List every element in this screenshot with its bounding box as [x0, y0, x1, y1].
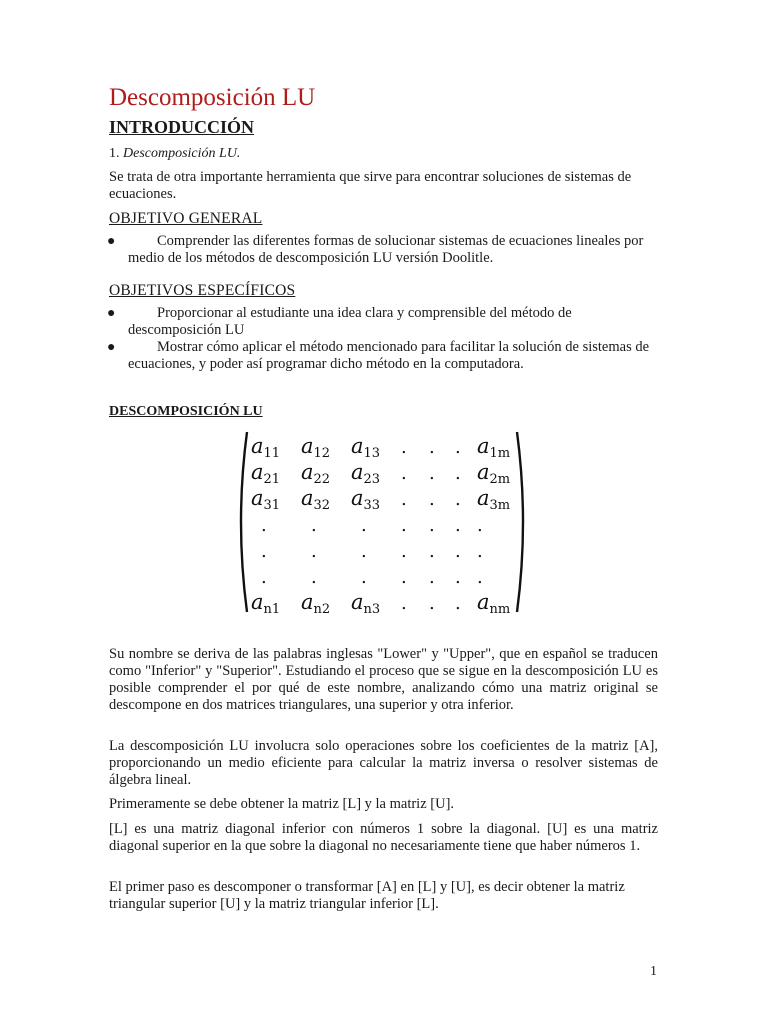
matrix-entry: .: [311, 567, 317, 588]
matrix-entry: .: [311, 515, 317, 536]
left-paren: [241, 432, 247, 612]
descomposicion-heading: DESCOMPOSICIÓN LU: [109, 404, 263, 419]
section-label: Descomposición LU.: [123, 146, 241, 161]
matrix-entry: .: [429, 593, 435, 614]
matrix-entry: a21: [251, 460, 281, 487]
objetivo-general-item: [109, 233, 658, 267]
list-item-text: Mostrar cómo aplicar el método mencionado para facilitar la solución de sistemas de ecuaciones, y poder así programar dicho método en la computadora.: [128, 339, 650, 372]
matrix-entry: .: [429, 541, 435, 562]
matrix-entry: a3m: [477, 486, 511, 513]
matrix-entry: .: [455, 541, 461, 562]
matrix-entry: a2m: [477, 460, 511, 487]
bullet-icon: ●: [107, 234, 116, 249]
matrix-entry: .: [477, 515, 483, 536]
matrix-entries: [251, 434, 510, 616]
matrix-entry: anm: [477, 590, 511, 616]
objetivos-especificos-heading: OBJETIVOS ESPECÍFICOS: [109, 282, 296, 299]
matrix-entry: a13: [351, 434, 381, 461]
matrix-entry: .: [401, 463, 407, 484]
page-number: 1: [650, 964, 657, 979]
matrix-entry: .: [401, 437, 407, 458]
section-number: 1.: [109, 146, 120, 161]
matrix-entry: a23: [351, 460, 381, 487]
section-number-label: [109, 146, 240, 162]
matrix-entry: .: [311, 541, 317, 562]
matrix-entry: a11: [251, 434, 281, 461]
introduction-heading: INTRODUCCIÓN: [109, 117, 255, 137]
matrix-entry: an1: [251, 590, 281, 616]
matrix-entry: .: [429, 437, 435, 458]
objetivo-especifico-item: [109, 339, 658, 390]
matrix-entry: a33: [351, 486, 381, 513]
matrix-entry: .: [401, 515, 407, 536]
bullet-icon: ●: [107, 306, 116, 321]
matrix-entry: .: [261, 515, 267, 536]
list-item-text: Comprender las diferentes formas de solucionar sistemas de ecuaciones lineales por medio de los métodos de descomposición LU versión Doolitle.: [128, 233, 644, 266]
matrix-entry: a12: [301, 434, 331, 461]
body-paragraph: La descomposición LU involucra solo operaciones sobre los coeficientes de la matriz [A], proporcionando un medio eficiente para calcular la matriz inversa o resolver sistemas de álgebra lineal.: [109, 738, 658, 788]
matrix-entry: .: [429, 515, 435, 536]
body-paragraph: Primeramente se debe obtener la matriz [L] y la matriz [U].: [109, 796, 455, 812]
matrix-entry: .: [401, 567, 407, 588]
matrix-figure: [233, 428, 531, 616]
intro-paragraph: Se trata de otra importante herramienta que sirve para encontrar soluciones de sistemas de ecuaciones.: [109, 169, 632, 202]
matrix-entry: an2: [301, 590, 331, 616]
body-paragraph: [L] es una matriz diagonal inferior con números 1 sobre la diagonal. [U] es una matriz diagonal superior en la que sobre la diagonal no necesariamente tiene que haber números 1.: [109, 821, 658, 854]
matrix-entry: an3: [351, 590, 381, 616]
matrix-entry: .: [261, 541, 267, 562]
objetivo-general-heading: OBJETIVO GENERAL: [109, 210, 263, 227]
matrix-entry: .: [477, 541, 483, 562]
matrix-entry: .: [429, 463, 435, 484]
matrix-entry: a1m: [477, 434, 511, 461]
matrix-entry: a32: [301, 486, 331, 513]
matrix-entry: .: [455, 489, 461, 510]
matrix-entry: .: [401, 593, 407, 614]
right-paren: [517, 432, 523, 612]
matrix-entry: .: [455, 567, 461, 588]
matrix-entry: a22: [301, 460, 331, 487]
matrix-entry: .: [455, 593, 461, 614]
bullet-icon: ●: [107, 340, 116, 355]
matrix-entry: .: [455, 437, 461, 458]
document-title: Descomposición LU: [109, 84, 316, 111]
list-item-text: Proporcionar al estudiante una idea clara y comprensible del método de descomposición LU: [128, 305, 572, 338]
matrix-entry: .: [455, 515, 461, 536]
matrix-entry: .: [429, 489, 435, 510]
matrix-entry: .: [361, 515, 367, 536]
matrix-entry: .: [401, 489, 407, 510]
matrix-entry: .: [401, 541, 407, 562]
body-paragraph: Su nombre se deriva de las palabras inglesas "Lower" y "Upper", que en español se traducen como "Inferior" y "Superior". Estudiando el proceso que se sigue en la descomposición LU es posible comprender el por qué de este nombre, analizando cómo una matriz original se descompone en dos matrices triangulares, una superior y otra inferior.: [109, 646, 658, 713]
body-paragraph: El primer paso es descomponer o transformar [A] en [L] y [U], es decir obtener la matriz triangular superior [U] y la matriz triangular inferior [L].: [109, 879, 625, 912]
matrix-entry: .: [455, 463, 461, 484]
matrix-entry: .: [261, 567, 267, 588]
matrix-entry: .: [361, 541, 367, 562]
matrix-entry: a31: [251, 486, 281, 513]
matrix-entry: .: [361, 567, 367, 588]
matrix-entry: .: [429, 567, 435, 588]
objetivo-especifico-item: [109, 305, 658, 339]
matrix-entry: .: [477, 567, 483, 588]
